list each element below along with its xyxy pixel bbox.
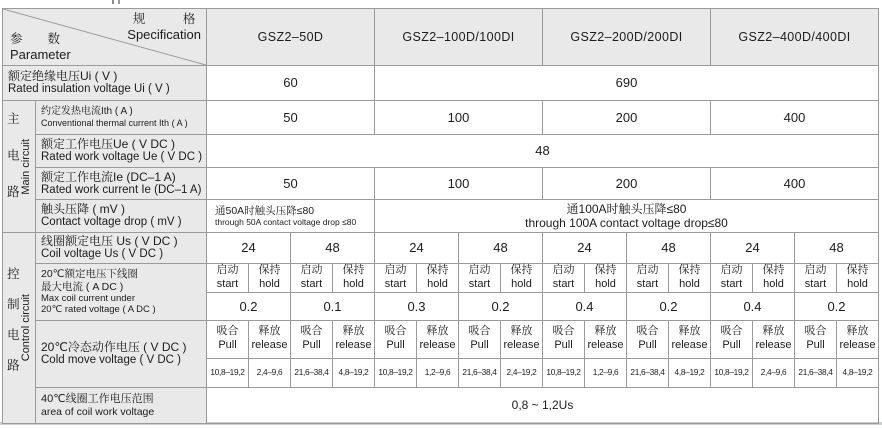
release-header-cell: 释放 release	[333, 320, 375, 358]
cell-coil-voltage: 24	[543, 233, 627, 264]
hold-header-cell: 保持 hold	[753, 263, 795, 292]
cell-insulation-50d: 60	[207, 66, 375, 101]
cell-max-current-value: 0.2	[795, 292, 879, 320]
cell-max-current-value: 0.1	[291, 292, 375, 320]
hold-header-cell: 保持 hold	[585, 263, 627, 292]
hold-header-cell: 保持 hold	[333, 263, 375, 292]
release-header-cell: 释放 release	[669, 320, 711, 358]
release-header-cell: 释放 release	[249, 320, 291, 358]
cell-cold-move-value: 1,2–9,6	[417, 358, 459, 387]
cell-coil-voltage: 48	[795, 233, 879, 264]
release-header-cell: 释放 release	[501, 320, 543, 358]
cell-coil-voltage: 24	[207, 233, 291, 264]
row-label-work-voltage: 额定工作电压Ue ( V DC ) Rated work voltage Ue ( V DC )	[36, 135, 207, 168]
cell-thermal-100d: 100	[375, 101, 543, 135]
group-main-circuit	[3, 101, 36, 233]
cell-work-current-50d: 50	[207, 168, 375, 200]
cell-coil-voltage: 24	[711, 233, 795, 264]
cell-cold-move-value: 4,8–19,2	[669, 358, 711, 387]
param-label-cn: 参 数	[10, 31, 61, 46]
cell-contact-drop-100a: 通100A时触头压降≤80 through 100A contact voltage drop≤80	[375, 200, 879, 233]
start-header-cell: 启动 start	[375, 263, 417, 292]
pull-header-cell: 吸合 Pull	[291, 320, 333, 358]
pull-header-cell: 吸合 Pull	[459, 320, 501, 358]
cell-max-current-value: 0.4	[711, 292, 795, 320]
row-label-contact-drop: 触头压降 ( mV ) Contact voltage drop ( mV )	[36, 200, 207, 233]
hold-header-cell: 保持 hold	[669, 263, 711, 292]
pull-header-cell: 吸合 Pull	[207, 320, 249, 358]
param-axis-header	[10, 32, 71, 62]
cell-coil-voltage: 48	[291, 233, 375, 264]
cell-work-current-400d: 400	[711, 168, 879, 200]
start-header-cell: 启动 start	[207, 263, 249, 292]
cell-cold-move-value: 2,4–9,6	[753, 358, 795, 387]
cell-cold-move-value: 10,8–19,2	[375, 358, 417, 387]
cell-coil-voltage: 24	[375, 233, 459, 264]
hold-header-cell: 保持 hold	[417, 263, 459, 292]
cell-max-current-value: 0.2	[627, 292, 711, 320]
start-header-cell: 启动 start	[291, 263, 333, 292]
cell-contact-drop-50a: 通50A时触头压降≤80 through 50A contact voltage drop ≤80	[207, 200, 375, 233]
row-label-coil-work-range: 40℃线圈工作电压范围 area of coil work voltage	[36, 387, 207, 423]
cell-work-current-200d: 200	[543, 168, 711, 200]
start-header-cell: 启动 start	[543, 263, 585, 292]
param-label-en: Parameter	[10, 46, 71, 62]
row-label-work-current: 额定工作电流Ie (DC–1 A) Rated work current Ie (DC–1 A)	[36, 168, 207, 200]
cell-insulation-others: 690	[375, 66, 879, 101]
hold-header-cell: 保持 hold	[837, 263, 879, 292]
cell-cold-move-value: 2,4–19,2	[501, 358, 543, 387]
cell-max-current-value: 0.3	[375, 292, 459, 320]
cell-cold-move-value: 10,8–19,2	[711, 358, 753, 387]
cell-thermal-400d: 400	[711, 101, 879, 135]
start-header-cell: 启动 start	[711, 263, 753, 292]
cell-coil-voltage: 48	[459, 233, 543, 264]
release-header-cell: 释放 release	[417, 320, 459, 358]
spec-axis-header	[127, 12, 201, 42]
specification-table	[2, 8, 879, 424]
cell-cold-move-value: 4,8–19,2	[333, 358, 375, 387]
cell-cold-move-value: 10,8–19,2	[207, 358, 249, 387]
cell-coil-work-range: 0,8 ~ 1,2Us	[207, 387, 879, 423]
release-header-cell: 释放 release	[837, 320, 879, 358]
cell-cold-move-value: 1,2–9,6	[585, 358, 627, 387]
start-header-cell: 启动 start	[459, 263, 501, 292]
cell-max-current-value: 0.4	[543, 292, 627, 320]
hold-header-cell: 保持 hold	[501, 263, 543, 292]
row-label-cold-move-voltage: 20℃冷态动作电压 ( V DC ) Cold move voltage ( V DC )	[36, 320, 207, 387]
cell-cold-move-value: 4,8–19,2	[837, 358, 879, 387]
cell-cold-move-value: 10,8–19,2	[543, 358, 585, 387]
cell-cold-move-value: 21,6–38,4	[795, 358, 837, 387]
cell-max-current-value: 0.2	[459, 292, 543, 320]
hold-header-cell: 保持 hold	[249, 263, 291, 292]
cell-cold-move-value: 21,6–38,4	[627, 358, 669, 387]
model-header-gsz2-50d: GSZ2–50D	[207, 9, 375, 66]
release-header-cell: 释放 release	[585, 320, 627, 358]
group-control-circuit	[3, 233, 36, 424]
row-label-max-coil-current: 20℃额定电压下线圈 最大电流 ( A DC ) Max coil current under 20℃ rated voltage ( A DC )	[36, 263, 207, 320]
release-header-cell: 释放 release	[753, 320, 795, 358]
group-control-circuit-en: Control circuit	[20, 294, 33, 362]
row-label-insulation-voltage: 额定绝缘电压Ui ( V ) Rated insulation voltage Ui ( V )	[3, 66, 207, 101]
spec-label-en: Specification	[127, 26, 201, 42]
pull-header-cell: 吸合 Pull	[543, 320, 585, 358]
cell-cold-move-value: 21,6–38,4	[459, 358, 501, 387]
cell-cold-move-value: 21,6–38,4	[291, 358, 333, 387]
cell-max-current-value: 0.2	[207, 292, 291, 320]
pull-header-cell: 吸合 Pull	[795, 320, 837, 358]
cell-cold-move-value: 2,4–9,6	[249, 358, 291, 387]
group-main-circuit-cn: 主电路	[5, 111, 20, 222]
group-control-circuit-cn: 控制电路	[5, 266, 20, 389]
start-header-cell: 启动 start	[795, 263, 837, 292]
cell-work-current-100d: 100	[375, 168, 543, 200]
cell-work-voltage-all: 48	[207, 135, 879, 168]
row-label-coil-voltage: 线圈额定电压 Us ( V DC ) Coil voltage Us ( V DC )	[36, 233, 207, 264]
pull-header-cell: 吸合 Pull	[627, 320, 669, 358]
pull-header-cell: 吸合 Pull	[711, 320, 753, 358]
cell-thermal-200d: 200	[543, 101, 711, 135]
start-header-cell: 启动 start	[627, 263, 669, 292]
group-main-circuit-en: Main circuit	[20, 138, 33, 195]
cell-coil-voltage: 48	[627, 233, 711, 264]
model-header-gsz2-200d: GSZ2–200D/200DI	[543, 9, 711, 66]
cell-thermal-50d: 50	[207, 101, 375, 135]
pull-header-cell: 吸合 Pull	[375, 320, 417, 358]
model-header-gsz2-400d: GSZ2–400D/400DI	[711, 9, 879, 66]
cropped-text-fragment	[110, 0, 124, 5]
model-header-gsz2-100d: GSZ2–100D/100DI	[375, 9, 543, 66]
corner-header-cell	[3, 9, 207, 66]
spec-label-cn: 规 格	[132, 12, 196, 26]
row-label-thermal-current: 约定发热电流Ith ( A ) Conventional thermal current Ith ( A )	[36, 101, 207, 135]
